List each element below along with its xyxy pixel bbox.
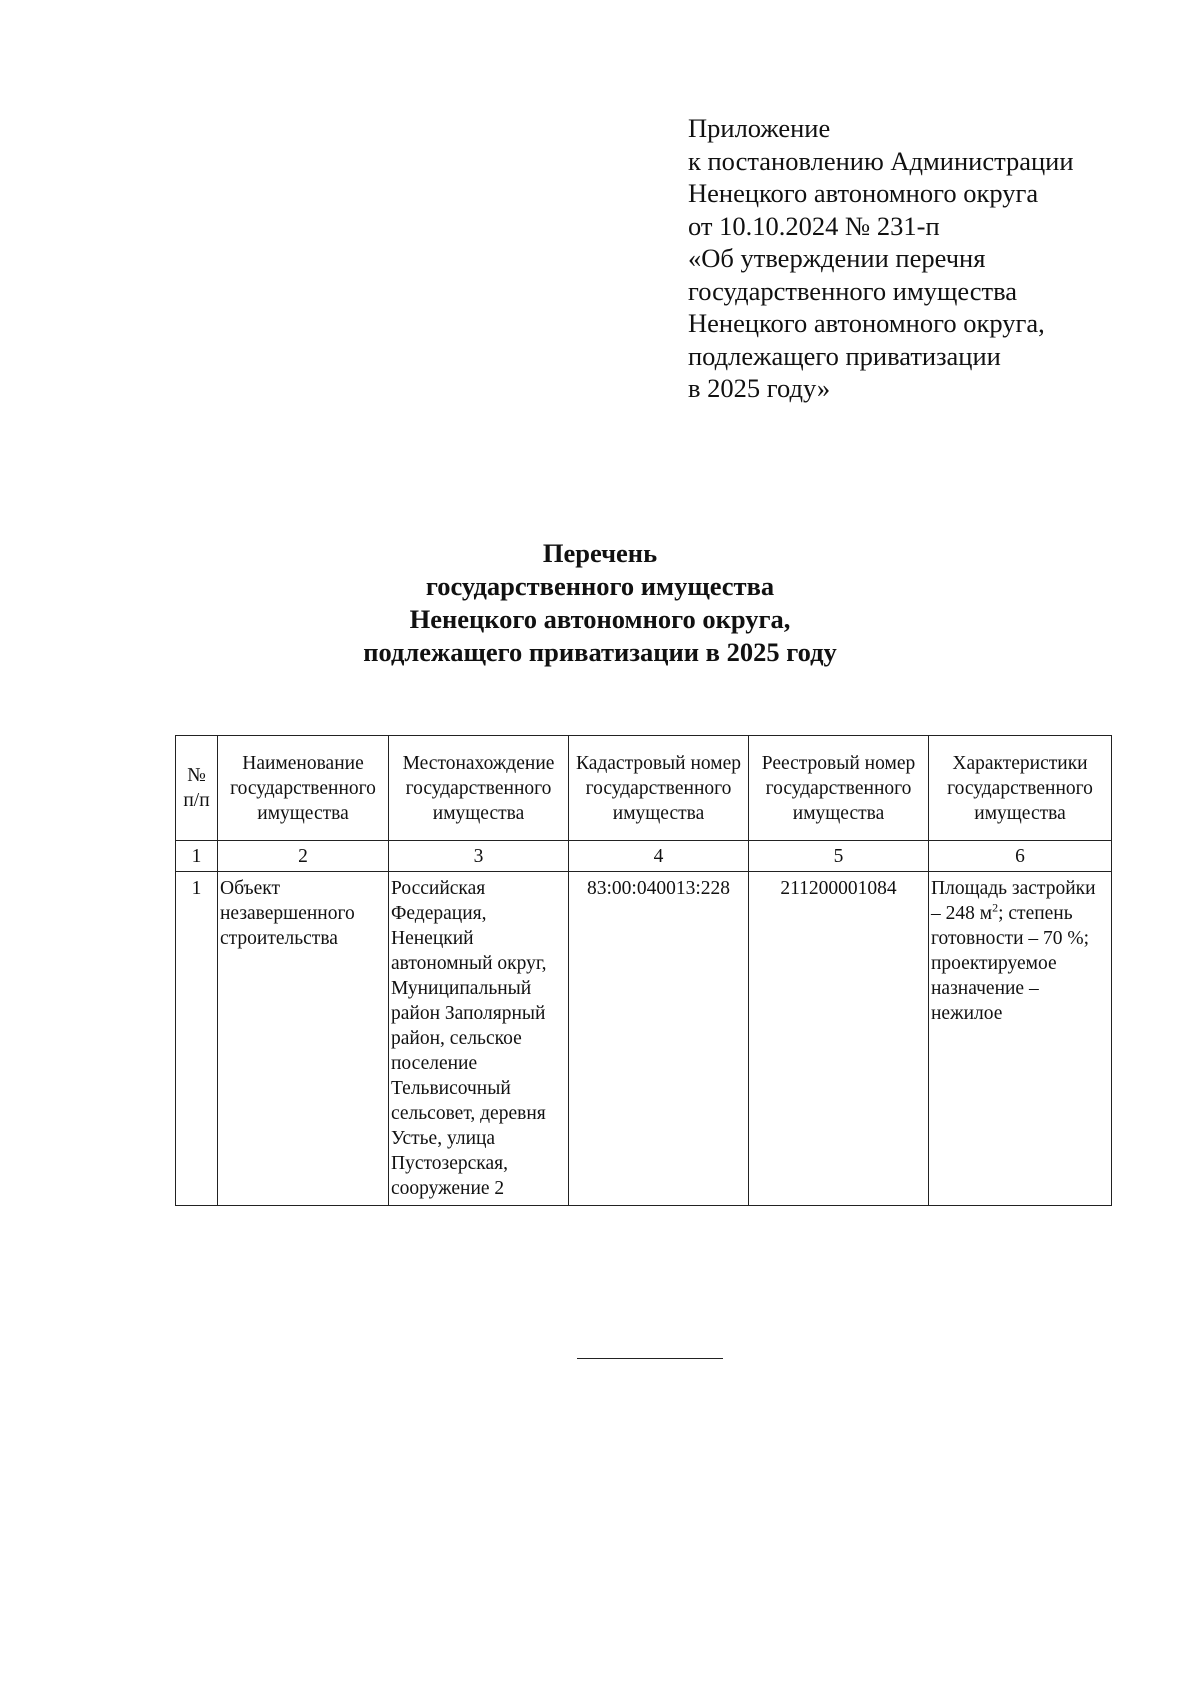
appendix-line: государственного имущества <box>688 275 1018 306</box>
appendix-line: от 10.10.2024 № 231-п <box>688 210 940 241</box>
header-name: Наименование государственного имущества <box>218 736 389 841</box>
property-characteristics <box>929 872 1112 1206</box>
table-header-row <box>176 736 1112 841</box>
closing-rule-divider <box>577 1358 723 1359</box>
title-line: Ненецкого автономного округа, <box>409 604 791 634</box>
column-number: 5 <box>749 841 929 872</box>
property-table <box>175 735 1112 1206</box>
appendix-line: подлежащего приватизации <box>688 340 1001 371</box>
appendix-line: Ненецкого автономного округа, <box>688 308 1045 338</box>
area-unit-superscript: 2 <box>992 900 999 915</box>
cadastral-number: 83:00:040013:228 <box>569 872 749 1206</box>
row-number: 1 <box>176 872 218 1206</box>
appendix-line: Приложение <box>688 113 831 143</box>
title-line: Перечень <box>542 538 658 568</box>
column-number: 6 <box>929 841 1112 872</box>
column-number-row <box>176 841 1112 872</box>
header-characteristics: Характеристики государственного имущества <box>929 736 1112 841</box>
characteristics-details: ; степень готовности – 70 %; проектируемое назначение – нежилое <box>931 903 1090 1024</box>
header-registry: Реестровый номер государственного имущества <box>749 736 929 841</box>
title-line: подлежащего приватизации в 2025 году <box>363 637 837 667</box>
appendix-line: Ненецкого автономного округа <box>688 178 1039 208</box>
column-number: 4 <box>569 841 749 872</box>
document-title <box>200 537 1000 669</box>
title-line: государственного имущества <box>425 571 775 601</box>
appendix-line: в 2025 году» <box>688 373 831 403</box>
header-location: Местонахождение государственного имущества <box>389 736 569 841</box>
column-number: 3 <box>389 841 569 872</box>
header-number: № п/п <box>176 736 218 841</box>
characteristics-area: Площадь застройки – 248 м <box>931 878 1096 924</box>
property-location: Российская Федерация, Ненецкий автономный округ, Муниципальный район Заполярный район, сельское поселение Тельвисочный сельсовет, деревня Устье, улица Пустозерская, сооружение 2 <box>389 872 569 1206</box>
column-number: 2 <box>218 841 389 872</box>
appendix-line: к постановлению Администрации <box>688 145 1074 176</box>
header-cadastral: Кадастровый номер государственного имущества <box>569 736 749 841</box>
column-number: 1 <box>176 841 218 872</box>
appendix-block <box>688 112 1128 405</box>
table-row <box>176 872 1112 1206</box>
property-name: Объект незавершенного строительства <box>218 872 389 1206</box>
appendix-line: «Об утверждении перечня <box>688 243 986 273</box>
registry-number: 211200001084 <box>749 872 929 1206</box>
